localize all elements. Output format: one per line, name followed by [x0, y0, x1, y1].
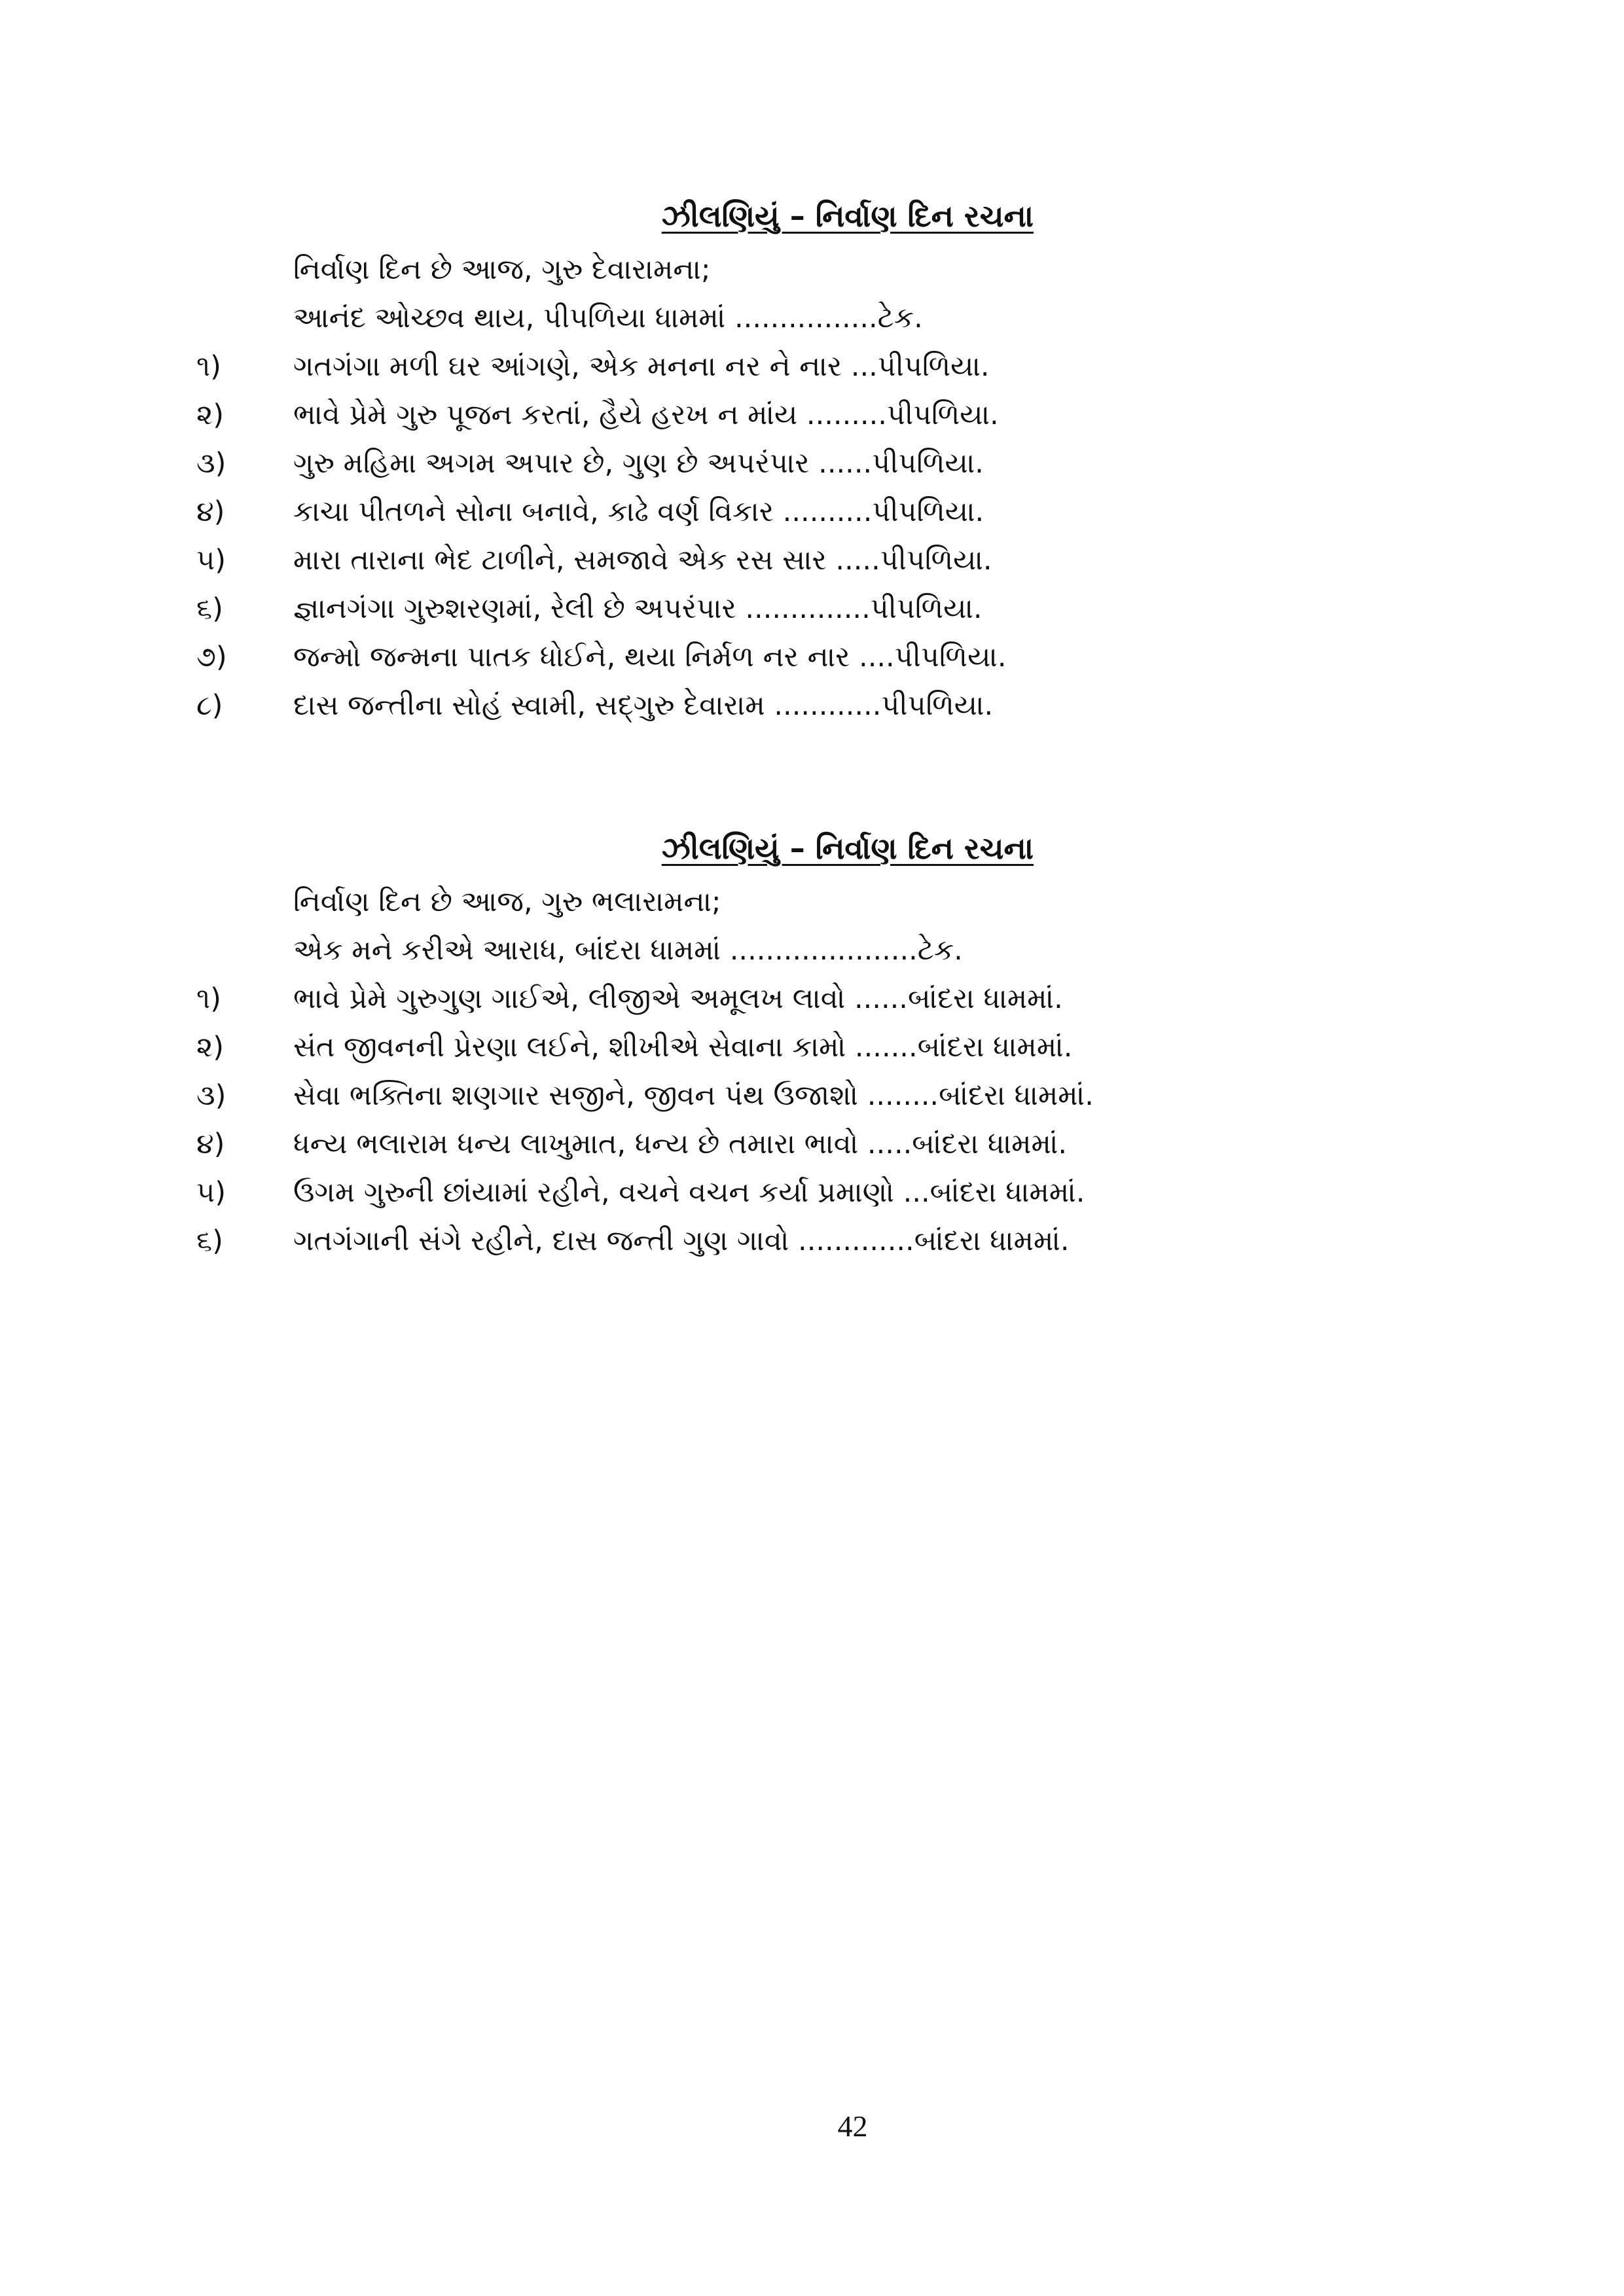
verse-number: ૭): [196, 641, 227, 673]
verse-text: ધન્ય ભલારામ ધન્ય લાખુમાત, ધન્ય છે તમારા ભાવો .....બાંદરા ધામમાં.: [293, 1128, 1068, 1160]
refrain-text: નિર્વાણ દિન છે આજ, ગુરુ ભલારામના;: [293, 886, 721, 918]
verse-text: જન્મો જન્મના પાતક ધોઈને, થયા નિર્મળ નર નાર ....પીપળિયા.: [293, 641, 1007, 673]
page-number: 42: [837, 2109, 868, 2143]
verse-text: ગુરુ મહિમા અગમ અપાર છે, ગુણ છે અપરંપાર ......પીપળિયા.: [293, 447, 984, 480]
verse-number: ૧): [196, 350, 221, 383]
verse-text: સંત જીવનની પ્રેરણા લઈને, શીખીએ સેવાના કામો .......બાંદરા ધામમાં.: [293, 1031, 1073, 1064]
verse-text: દાસ જન્તીના સોહં સ્વામી, સદ્‌ગુરુ દેવારામ ............પીપળિયા.: [293, 689, 994, 722]
verse-number: ૫): [196, 544, 226, 577]
verse-text: ગતગંગાની સંગે રહીને, દાસ જન્તી ગુણ ગાવો .............બાંદરા ધામમાં.: [293, 1225, 1070, 1257]
verse-number: ૪): [196, 495, 225, 528]
verse-number: ૬): [196, 592, 223, 625]
verse-text: સેવા ભક્તિના શણગાર સજીને, જીવન પંથ ઉજાશો ........બાંદરા ધામમાં.: [293, 1079, 1094, 1112]
song-title: ઝીલણિયું – નિર્વાણ દિન રચના: [661, 831, 1034, 866]
song-title: ઝીલણિયું – નિર્વાણ દિન રચના: [661, 198, 1034, 234]
verse-text: ઉગમ ગુરુની છાંયામાં રહીને, વચને વચન કર્યા પ્રમાણો ...બાંદરા ધામમાં.: [293, 1176, 1085, 1209]
verse-number: ૩): [196, 447, 226, 480]
verse-text: જ્ઞાનગંગા ગુરુશરણમાં, રેલી છે અપરંપાર ..............પીપળિયા.: [293, 592, 983, 625]
verse-text: ભાવે પ્રેમે ગુરુગુણ ગાઈએ, લીજીએ અમૂલખ લાવો ......બાંદરા ધામમાં.: [293, 982, 1063, 1015]
verse-number: ૪): [196, 1128, 225, 1160]
verse-number: ૩): [196, 1079, 226, 1112]
verse-number: ૮): [196, 689, 223, 722]
verse-number: ૨): [196, 399, 225, 431]
refrain-text: આનંદ ઓચ્છવ થાય, પીપળિયા ધામમાં ................ટેક.: [293, 302, 923, 334]
verse-text: કાચા પીતળને સોના બનાવે, કાઢે વર્ણ વિકાર ..........પીપળિયા.: [293, 495, 984, 528]
refrain-text: નિર્વાણ દિન છે આજ, ગુરુ દેવારામના;: [293, 253, 711, 286]
verse-text: મારા તારાના ભેદ ટાળીને, સમજાવે એક રસ સાર .....પીપળિયા.: [293, 544, 992, 577]
verse-number: ૧): [196, 982, 221, 1015]
verse-text: ભાવે પ્રેમે ગુરુ પૂજન કરતાં, હૈયે હરખ ન માંય .........પીપળિયા.: [293, 399, 999, 431]
verse-number: ૬): [196, 1225, 223, 1257]
verse-number: ૫): [196, 1176, 226, 1209]
refrain-text: એક મને કરીએ આરાધ, બાંદરા ધામમાં .....................ટેક.: [293, 934, 963, 967]
verse-text: ગતગંગા મળી ઘર આંગણે, એક મનના નર ને નાર ...પીપળિયા.: [293, 350, 990, 383]
verse-number: ૨): [196, 1031, 225, 1064]
